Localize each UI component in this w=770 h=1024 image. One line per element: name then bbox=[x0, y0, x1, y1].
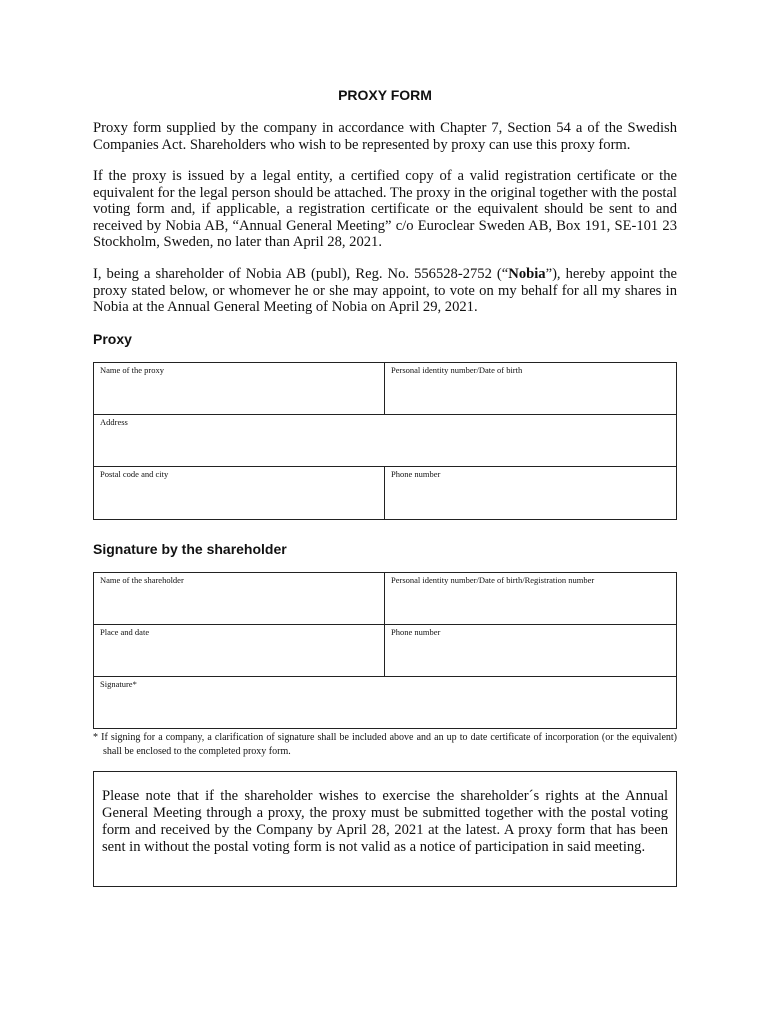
shareholder-id-field[interactable] bbox=[385, 573, 676, 624]
notice-text: Please note that if the shareholder wishes to exercise the shareholder´s rights at the Annual General Meeting through a proxy, the proxy must be submitted together with the postal voting form and received by the Company by April 28, 2021 at the latest. A proxy form that has been sent in without the postal voting form is not valid as a notice of participation in said meeting. bbox=[102, 788, 668, 855]
proxy-row-2 bbox=[94, 415, 676, 467]
shareholder-name-field[interactable] bbox=[94, 573, 385, 624]
signature-row-2 bbox=[94, 625, 676, 677]
page-title: PROXY FORM bbox=[338, 87, 432, 103]
shareholder-phone-field[interactable] bbox=[385, 625, 676, 676]
signature-label: Signature* bbox=[100, 679, 137, 689]
signature-field[interactable] bbox=[94, 677, 676, 729]
proxy-address-field[interactable] bbox=[94, 415, 676, 466]
proxy-postal-label: Postal code and city bbox=[100, 469, 169, 479]
proxy-row-1 bbox=[94, 363, 676, 415]
proxy-heading: Proxy bbox=[93, 331, 132, 347]
intro-paragraph-1: Proxy form supplied by the company in accordance with Chapter 7, Section 54 a of the Swedish Companies Act. Shareholders who wish to be represented by proxy can use this proxy form. bbox=[93, 120, 677, 153]
proxy-table bbox=[93, 362, 677, 520]
place-date-label: Place and date bbox=[100, 627, 150, 637]
proxy-phone-label: Phone number bbox=[391, 469, 441, 479]
shareholder-id-label: Personal identity number/Date of birth/Registration number bbox=[391, 575, 595, 585]
intro-p3-start: I, being a shareholder of Nobia AB (publ), Reg. No. 556528-2752 (“ bbox=[93, 266, 509, 282]
signature-row-1 bbox=[94, 573, 676, 625]
proxy-row-3 bbox=[94, 467, 676, 519]
company-name-bold: Nobia bbox=[508, 266, 546, 282]
proxy-name-field[interactable] bbox=[94, 363, 385, 414]
place-date-field[interactable] bbox=[94, 625, 385, 676]
signature-row-3 bbox=[94, 677, 676, 729]
signature-table bbox=[93, 572, 677, 729]
shareholder-phone-label: Phone number bbox=[391, 627, 441, 637]
proxy-id-label: Personal identity number/Date of birth bbox=[391, 365, 523, 375]
signature-heading: Signature by the shareholder bbox=[93, 541, 287, 557]
proxy-postal-field[interactable] bbox=[94, 467, 385, 519]
proxy-address-label: Address bbox=[100, 417, 128, 427]
proxy-phone-field[interactable] bbox=[385, 467, 676, 519]
shareholder-name-label: Name of the shareholder bbox=[100, 575, 184, 585]
notice-box bbox=[93, 771, 677, 887]
proxy-id-field[interactable] bbox=[385, 363, 676, 414]
intro-paragraph-2: If the proxy is issued by a legal entity, a certified copy of a valid registration certificate or the equivalent for the legal person should be attached. The proxy in the original together with the postal voting form and, if applicable, a registration certificate or the equivalent should be sent to and received by Nobia AB, “Annual General Meeting” c/o Euroclear Sweden AB, Box 191, SE-101 23 Stockholm, Sweden, no later than April 28, 2021. bbox=[93, 168, 677, 251]
proxy-name-label: Name of the proxy bbox=[100, 365, 164, 375]
signature-footnote: * If signing for a company, a clarification of signature shall be included above and an up to date certificate of incorporation (or the equivalent) shall be enclosed to the completed proxy form. bbox=[93, 732, 677, 757]
intro-p3-end: ”), hereby appoint the proxy stated below, or whomever he or she may appoint, to vote on my behalf for all my shares in Nobia at the Annual General Meeting of Nobia on April 29, 2021. bbox=[93, 266, 677, 316]
intro-paragraph-3 bbox=[93, 266, 677, 316]
